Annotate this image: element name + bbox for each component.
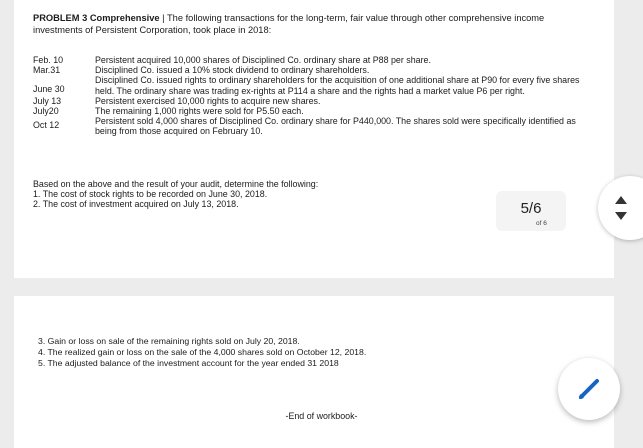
- transaction-text: The remaining 1,000 rights were sold for P5.50 each.: [95, 106, 304, 117]
- document-page-5: [14, 0, 614, 278]
- pencil-icon: [576, 376, 602, 402]
- page-number: 5/6: [520, 200, 542, 217]
- question-item: 4. The realized gain or loss on the sale of the 4,000 shares sold on October 12, 2018.: [38, 347, 367, 357]
- transaction-row: [33, 75, 588, 95]
- questions-list-page5: [33, 189, 267, 210]
- questions-list-page6: [38, 336, 366, 369]
- transactions-list: [33, 55, 588, 137]
- problem-title-text: | The following transactions for the long-term, fair value through other comprehensive income investments of Persistent Corporation, took place in 2018:: [33, 13, 545, 35]
- transaction-row: [33, 65, 588, 75]
- transaction-row: [33, 106, 588, 116]
- transaction-row: [33, 116, 588, 136]
- transaction-date: Oct 12: [33, 120, 60, 131]
- transaction-row: [33, 96, 588, 106]
- problem-title-bold: PROBLEM 3 Comprehensive: [33, 13, 160, 23]
- document-page-6: [14, 296, 614, 448]
- transaction-date: July 13: [33, 95, 62, 106]
- end-of-workbook: -End of workbook-: [285, 411, 358, 421]
- problem-title: [33, 13, 581, 36]
- page-indicator: [496, 191, 566, 231]
- transaction-date: Mar.31: [33, 65, 61, 76]
- question-item: 1. The cost of stock rights to be recorded on June 30, 2018.: [33, 189, 268, 199]
- instructions-intro: Based on the above and the result of your audit, determine the following:: [33, 179, 319, 189]
- page-of-label: of 6: [536, 220, 547, 227]
- question-item: 2. The cost of investment acquired on July 13, 2018.: [33, 199, 239, 210]
- transaction-text: Persistent acquired 10,000 shares of Disciplined Co. ordinary share at P88 per share.: [95, 55, 431, 65]
- transaction-text: Persistent sold 4,000 shares of Disciplined Co. ordinary share for P440,000. The shares sold were specifically identified as being from those acquired on February 10.: [95, 116, 576, 137]
- transaction-row: [33, 55, 588, 65]
- transaction-date: July20: [33, 106, 59, 117]
- question-item: 3. Gain or loss on sale of the remaining rights sold on July 20, 2018.: [38, 336, 300, 346]
- transaction-date: Feb. 10: [33, 55, 64, 65]
- transaction-date: June 30: [33, 84, 65, 95]
- question-item: 5. The adjusted balance of the investment account for the year ended 31 2018: [38, 358, 339, 368]
- edit-button[interactable]: [558, 358, 620, 420]
- up-down-arrows-icon: [612, 196, 630, 220]
- transaction-text: Disciplined Co. issued rights to ordinary shareholders for the acquisition of one additional share at P90 for every five shares held. The ordinary share was trading ex-rights at P114 a share and the rights had a market value P6 per right.: [95, 75, 580, 96]
- transaction-text: Persistent exercised 10,000 rights to acquire new shares.: [95, 95, 321, 106]
- transaction-text: Disciplined Co. issued a 10% stock dividend to ordinary shareholders.: [95, 65, 370, 76]
